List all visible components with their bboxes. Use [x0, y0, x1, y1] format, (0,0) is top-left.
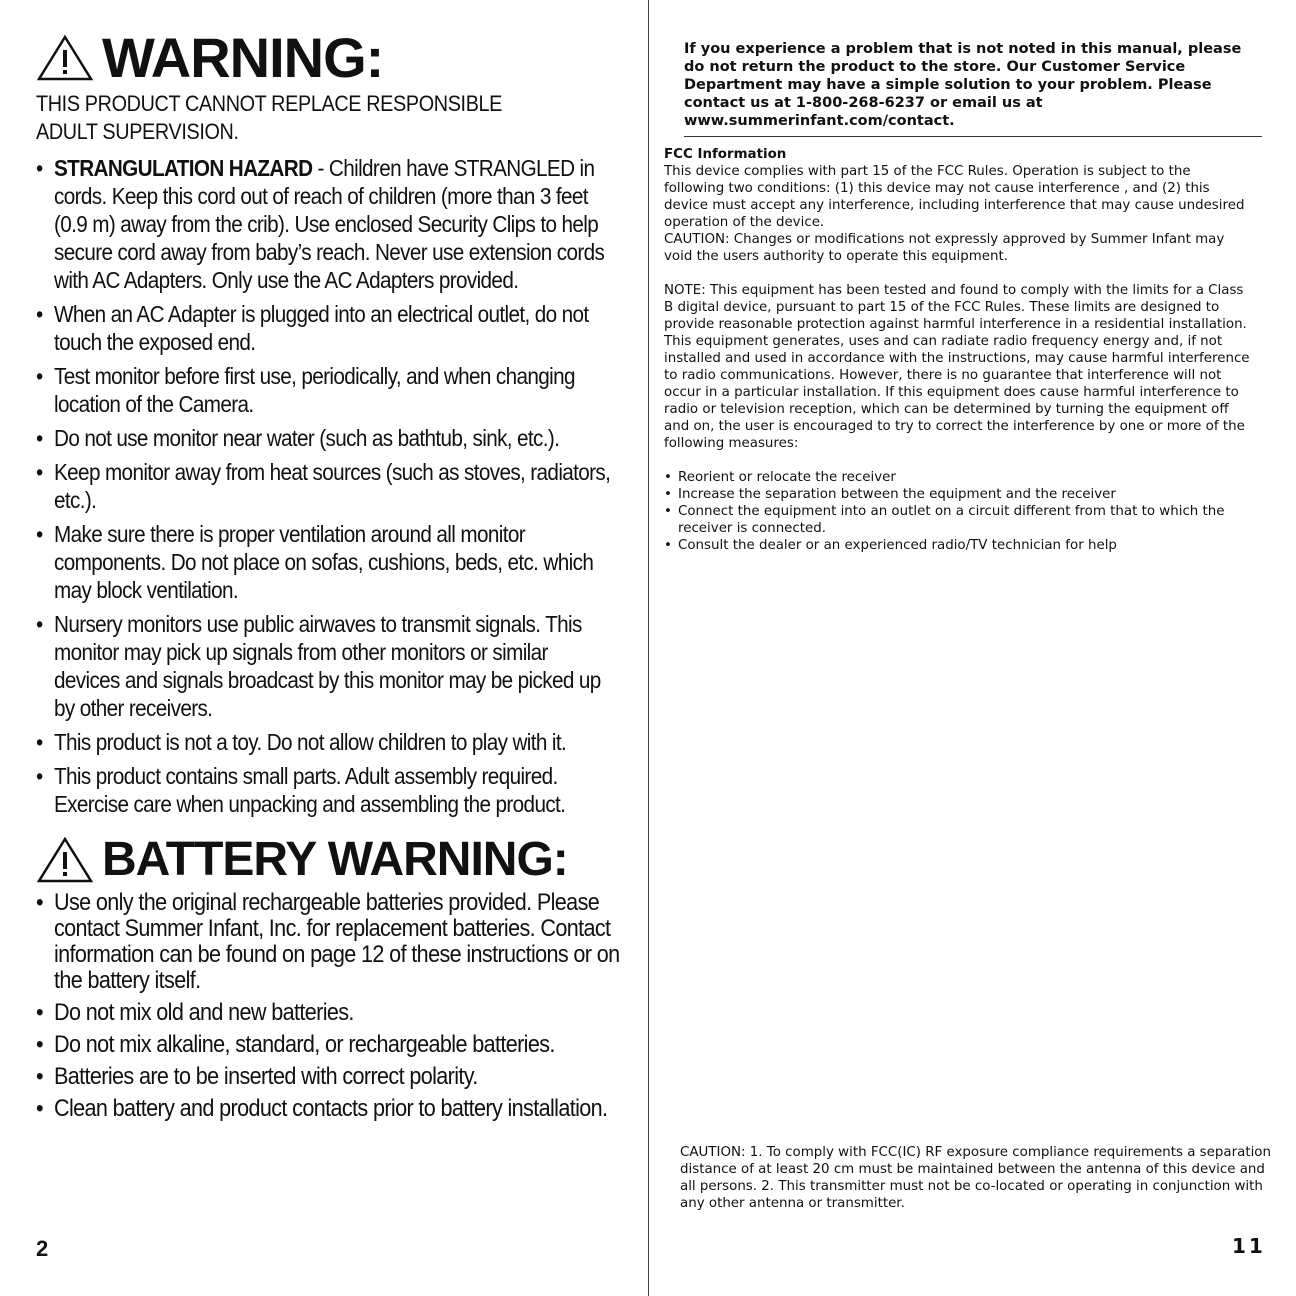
fcc-title: FCC Information: [664, 147, 787, 162]
warning-item-text: Do not use monitor near water (such as bathtub, sink, etc.).: [54, 425, 560, 451]
warning-item: [36, 728, 612, 756]
customer-service-notice: If you experience a problem that is not noted in this manual, please do not return the product to the store. Our Customer Service Department may have a simple solution to your problem. Please contact us at 1-800-268-6237 or email us at www.summerinfant.com/contact.: [684, 41, 1242, 129]
fcc-note-text: NOTE: This equipment has been tested and found to comply with the limits for a Class B digital device, pursuant to part 15 of the FCC Rules. These limits are designed to provide reasonable protection against harmful interference in a residential installation. This equipment generates, uses and can radiate radio frequency energy and, if not installed and used in accordance with the instructions, may cause harmful interference to radio communications. However, there is no guarantee that interference will not occur in a particular installation. If this equipment does cause harmful interference to radio or television reception, which can be determined by turning the equipment off and on, the user is encouraged to try to correct the interference by one or more of the following measures:: [664, 283, 1250, 451]
battery-item: • Do not mix old and new batteries.: [36, 1000, 621, 1026]
warning-item: [36, 762, 612, 818]
page-number-right: 11: [1232, 1234, 1266, 1258]
warning-item: [36, 300, 612, 356]
battery-item: • Do not mix alkaline, standard, or rechargeable batteries.: [36, 1032, 621, 1058]
warning-item: [36, 154, 612, 294]
battery-section: [36, 832, 636, 1122]
warning-triangle-icon: [36, 836, 94, 884]
warning-triangle-icon: [36, 34, 94, 82]
page-number-left: 2: [36, 1236, 49, 1261]
warning-item: [36, 362, 612, 418]
warning-item-bold: STRANGULATION HAZARD: [54, 155, 313, 181]
measures-list: [664, 469, 1254, 554]
subtitle-line: THIS PRODUCT CANNOT REPLACE RESPONSIBLE: [36, 91, 503, 116]
battery-item: • Use only the original rechargeable batteries provided. Please contact Summer Infant, Inc. for replacement batteries. Contact information can be found on page 12 of these instructions or on the battery itself.: [36, 890, 621, 994]
fcc-caution-text: CAUTION: Changes or modifications not expressly approved by Summer Infant may void the users authority to operate this equipment.: [664, 232, 1225, 264]
page-divider: [648, 0, 649, 1296]
measure-item: • Reorient or relocate the receiver: [664, 469, 1254, 486]
warning-item-text: Keep monitor away from heat sources (such as stoves, radiators, etc.).: [54, 459, 611, 513]
measure-item: • Increase the separation between the equipment and the receiver: [664, 486, 1254, 503]
warning-item-text: Nursery monitors use public airwaves to transmit signals. This monitor may pick up signals from other monitors or similar devices and signals broadcast by this monitor may be picked up by other receivers.: [54, 611, 601, 721]
fcc-compliance-text: This device complies with part 15 of the FCC Rules. Operation is subject to the following two conditions: (1) this device may not cause interference , and (2) this device must accept any interference, including interference that may cause undesired operation of the device.: [664, 164, 1245, 230]
warning-heading: [36, 28, 636, 88]
measure-item: • Connect the equipment into an outlet on a circuit different from that to which the receiver is connected.: [664, 503, 1254, 537]
subtitle-line: ADULT SUPERVISION.: [36, 119, 239, 144]
warning-item: [36, 520, 612, 604]
measure-item: • Consult the dealer or an experienced radio/TV technician for help: [664, 537, 1254, 554]
warning-item-text: This product is not a toy. Do not allow children to play with it.: [54, 729, 567, 755]
fcc-section: [664, 146, 1254, 554]
horizontal-rule: [684, 136, 1262, 137]
battery-list: [36, 890, 636, 1122]
battery-item: • Clean battery and product contacts prior to battery installation.: [36, 1096, 621, 1122]
battery-warning-title: BATTERY WARNING:: [102, 833, 568, 886]
warning-item-text: When an AC Adapter is plugged into an electrical outlet, do not touch the exposed end.: [54, 301, 589, 355]
left-page: [36, 28, 636, 1128]
warning-list: [36, 154, 636, 818]
battery-item: • Batteries are to be inserted with correct polarity.: [36, 1064, 621, 1090]
warning-item: [36, 610, 612, 722]
warning-item-text: Make sure there is proper ventilation around all monitor components. Do not place on sofas, cushions, beds, etc. which may block ventilation.: [54, 521, 594, 603]
warning-item-text: This product contains small parts. Adult assembly required. Exercise care when unpacking and assembling the product.: [54, 763, 566, 817]
warning-item: [36, 424, 612, 452]
rf-exposure-caution: CAUTION: 1. To comply with FCC(IC) RF exposure compliance requirements a separation distance of at least 20 cm must be maintained between the antenna of this device and all persons. 2. This transmitter must not be co-located or operating in conjunction with any other antenna or transmitter.: [680, 1145, 1271, 1211]
battery-warning-heading: [36, 832, 636, 888]
warning-item: [36, 458, 612, 514]
warning-item-text: - Children have STRANGLED in cords. Keep this cord out of reach of children (more than 3 feet (0.9 m) away from the crib). Use enclosed Security Clips to help secure cord away from baby’s reach. Never use extension cords with AC Adapters. Only use the AC Adapters provided.: [54, 155, 605, 293]
warning-item-text: Test monitor before first use, periodically, and when changing location of the Camera.: [54, 363, 575, 417]
warning-title: WARNING:: [102, 26, 384, 89]
